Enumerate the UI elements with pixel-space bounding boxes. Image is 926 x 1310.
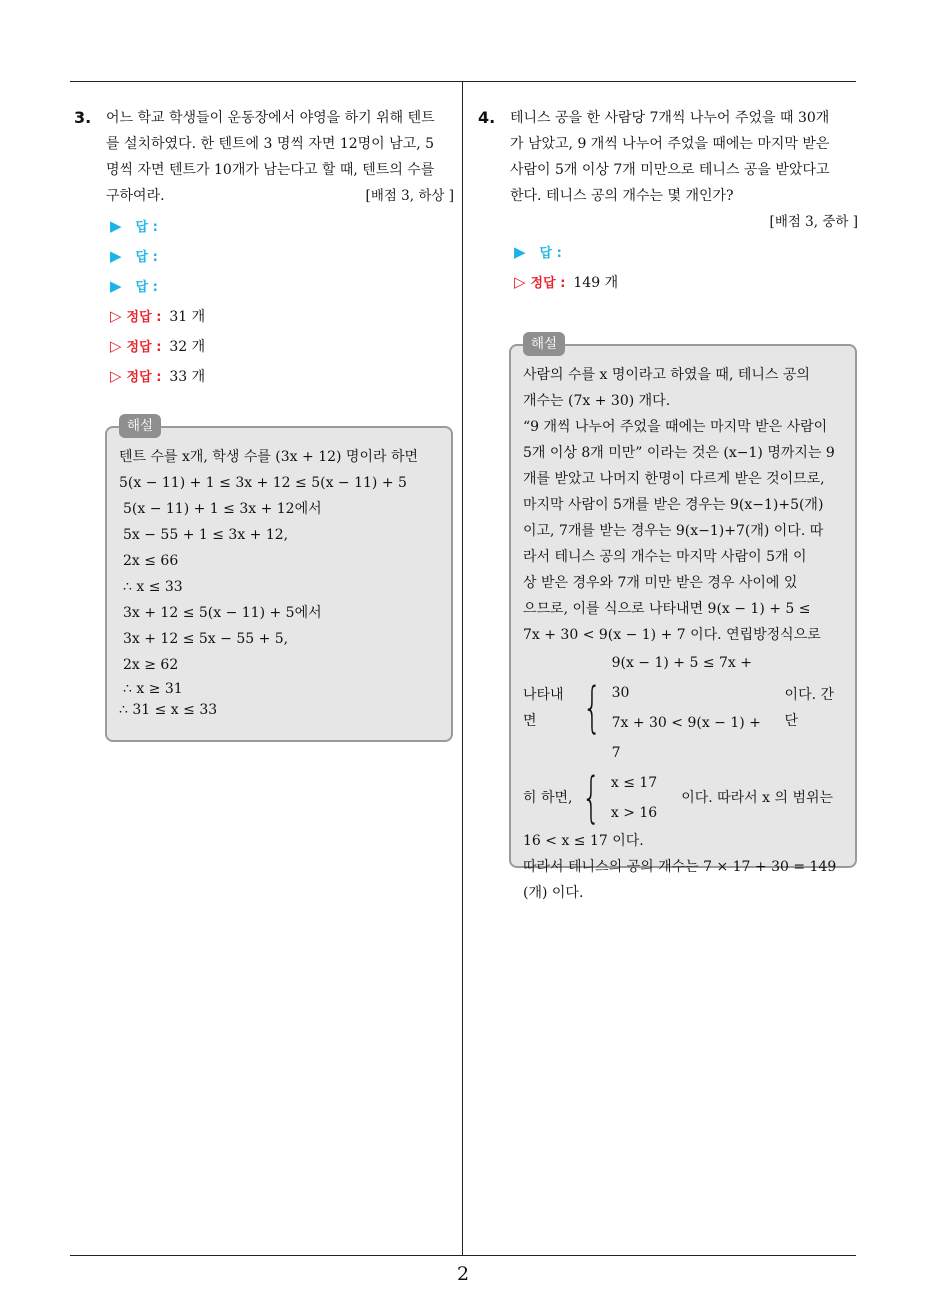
q3-answer-line-2[interactable]: [110, 242, 205, 272]
solution-tag: 해설: [119, 414, 161, 438]
solution-line: ∴ x ≥ 31: [123, 681, 183, 697]
solution-line: 5개 이상 8개 미만” 이라는 것은 (x−1) 명까지는 9: [523, 445, 835, 461]
system-equation: x ≤ 17: [610, 775, 658, 791]
solution-line: 따라서 테니스의 공의 개수는 7 × 17 + 30 = 149: [523, 859, 837, 875]
solution-tag: 해설: [523, 332, 565, 356]
solution-line: 3x + 12 ≤ 5x − 55 + 5,: [123, 631, 289, 647]
equation-system-1: [523, 648, 843, 768]
solution-line: 으므로, 이를 식으로 나타내면 9(x − 1) + 5 ≤: [523, 601, 811, 617]
q3-answer-line-3[interactable]: [110, 272, 205, 302]
outline-arrow-icon: ▷: [110, 307, 122, 325]
q3-solution-box: [105, 418, 453, 742]
left-brace-icon: {: [582, 766, 602, 829]
solution-line: 텐트 수를 x개, 학생 수를 (3x + 12) 명이라 하면: [119, 449, 419, 465]
q4-answers: [514, 238, 618, 298]
outline-arrow-icon: ▷: [514, 273, 526, 291]
q4-solution-body: [523, 362, 843, 906]
system-equation: x > 16: [610, 805, 658, 821]
left-brace-icon: {: [582, 676, 602, 739]
solution-line: 이고, 7개를 받는 경우는 9(x−1)+7(개) 이다. 따: [523, 523, 824, 539]
solution-line: 마지막 사람이 5개를 받은 경우는 9(x−1)+5(개): [523, 497, 824, 513]
correct-answer: 32 개: [169, 339, 206, 355]
play-arrow-icon: ▶: [110, 217, 122, 235]
q4-text: [510, 105, 858, 235]
solution-line: 사람의 수를 x 명이라고 하였을 때, 테니스 공의: [523, 367, 810, 383]
q3-text: [106, 105, 454, 209]
q4-line: 테니스 공을 한 사람당 7개씩 나누어 주었을 때 30개: [510, 110, 830, 126]
solution-line: ∴ 31 ≤ x ≤ 33: [119, 702, 218, 718]
solution-line: 5x − 55 + 1 ≤ 3x + 12,: [123, 527, 289, 543]
system-equation: 7x + 30 < 9(x − 1) + 7: [611, 715, 761, 761]
solution-line: 5(x − 11) + 1 ≤ 3x + 12에서: [123, 501, 322, 517]
page-number: 2: [456, 1263, 470, 1285]
outline-arrow-icon: ▷: [110, 337, 122, 355]
q3-line: 명씩 자면 텐트가 10개가 남는다고 할 때, 텐트의 수를: [106, 162, 435, 178]
solution-line: 라서 테니스 공의 개수는 마지막 사람이 5개 이: [523, 549, 807, 565]
system-equation: 9(x − 1) + 5 ≤ 7x + 30: [611, 655, 752, 701]
answer-label: 답 :: [135, 280, 158, 295]
q3-correct-line-2: [110, 332, 205, 362]
q3-answer-line-1[interactable]: [110, 212, 205, 242]
q3-solution-body: [119, 444, 439, 720]
q4-correct-line: [514, 268, 618, 298]
q4-solution-box: [509, 336, 857, 901]
outline-arrow-icon: ▷: [110, 367, 122, 385]
system-suffix: 이다. 따라서 x 의 범위는: [681, 790, 834, 806]
q4-line: 가 남았고, 9 개씩 나누어 주었을 때에는 마지막 받은: [510, 136, 830, 152]
correct-answer: 149 개: [573, 275, 619, 291]
column-divider: [462, 81, 463, 1256]
play-arrow-icon: ▶: [110, 277, 122, 295]
correct-label: 정답 :: [126, 340, 162, 355]
bottom-rule: [70, 1255, 856, 1256]
q3-line: 어느 학교 학생들이 운동장에서 야영을 하기 위해 텐트: [106, 110, 435, 126]
solution-line: 2x ≤ 66: [123, 553, 179, 569]
correct-answer: 33 개: [169, 369, 206, 385]
solution-line: 2x ≥ 62: [123, 657, 179, 673]
correct-answer: 31 개: [169, 309, 206, 325]
q3-score: [배점 3, 하상 ]: [365, 188, 454, 204]
equation-system-2: [523, 768, 843, 828]
answer-label: 답 :: [135, 250, 158, 265]
q3-correct-line-3: [110, 362, 205, 392]
q3-number: 3.: [74, 108, 92, 127]
play-arrow-icon: ▶: [514, 243, 526, 261]
answer-label: 답 :: [135, 220, 158, 235]
play-arrow-icon: ▶: [110, 247, 122, 265]
top-rule: [70, 81, 856, 82]
system-prefix: 나타내면: [523, 687, 564, 729]
solution-line: 16 < x ≤ 17 이다.: [523, 833, 644, 849]
solution-line: (개) 이다.: [523, 885, 584, 901]
solution-line: 상 받은 경우와 7개 미만 받은 경우 사이에 있: [523, 575, 798, 591]
system-prefix: 히 하면,: [523, 790, 573, 806]
solution-line: 개를 받았고 나머지 한명이 다르게 받은 것이므로,: [523, 471, 825, 487]
q3-line: 구하여라.: [106, 188, 165, 204]
correct-label: 정답 :: [530, 276, 566, 291]
q4-answer-line[interactable]: [514, 238, 618, 268]
q3-answers: [110, 212, 205, 392]
q4-line: 사람이 5개 이상 7개 미만으로 테니스 공을 받았다고: [510, 162, 830, 178]
system-suffix: 이다. 간단: [784, 687, 835, 729]
q4-number: 4.: [478, 108, 496, 127]
solution-line: ∴ x ≤ 33: [123, 579, 183, 595]
q3-line: 를 설치하였다. 한 텐트에 3 명씩 자면 12명이 남고, 5: [106, 136, 435, 152]
solution-line: 5(x − 11) + 1 ≤ 3x + 12 ≤ 5(x − 11) + 5: [119, 475, 407, 491]
correct-label: 정답 :: [126, 310, 162, 325]
solution-line: 개수는 (7x + 30) 개다.: [523, 393, 671, 409]
q3-correct-line-1: [110, 302, 205, 332]
answer-label: 답 :: [539, 246, 562, 261]
solution-line: “9 개씩 나누어 주었을 때에는 마지막 받은 사람이: [523, 419, 828, 435]
solution-line: 7x + 30 < 9(x − 1) + 7 이다. 연립방정식으로: [523, 627, 821, 643]
q4-score: [배점 3, 중하 ]: [769, 214, 858, 230]
q4-line: 한다. 테니스 공의 개수는 몇 개인가?: [510, 188, 734, 204]
solution-line: 3x + 12 ≤ 5(x − 11) + 5에서: [123, 605, 322, 621]
correct-label: 정답 :: [126, 370, 162, 385]
